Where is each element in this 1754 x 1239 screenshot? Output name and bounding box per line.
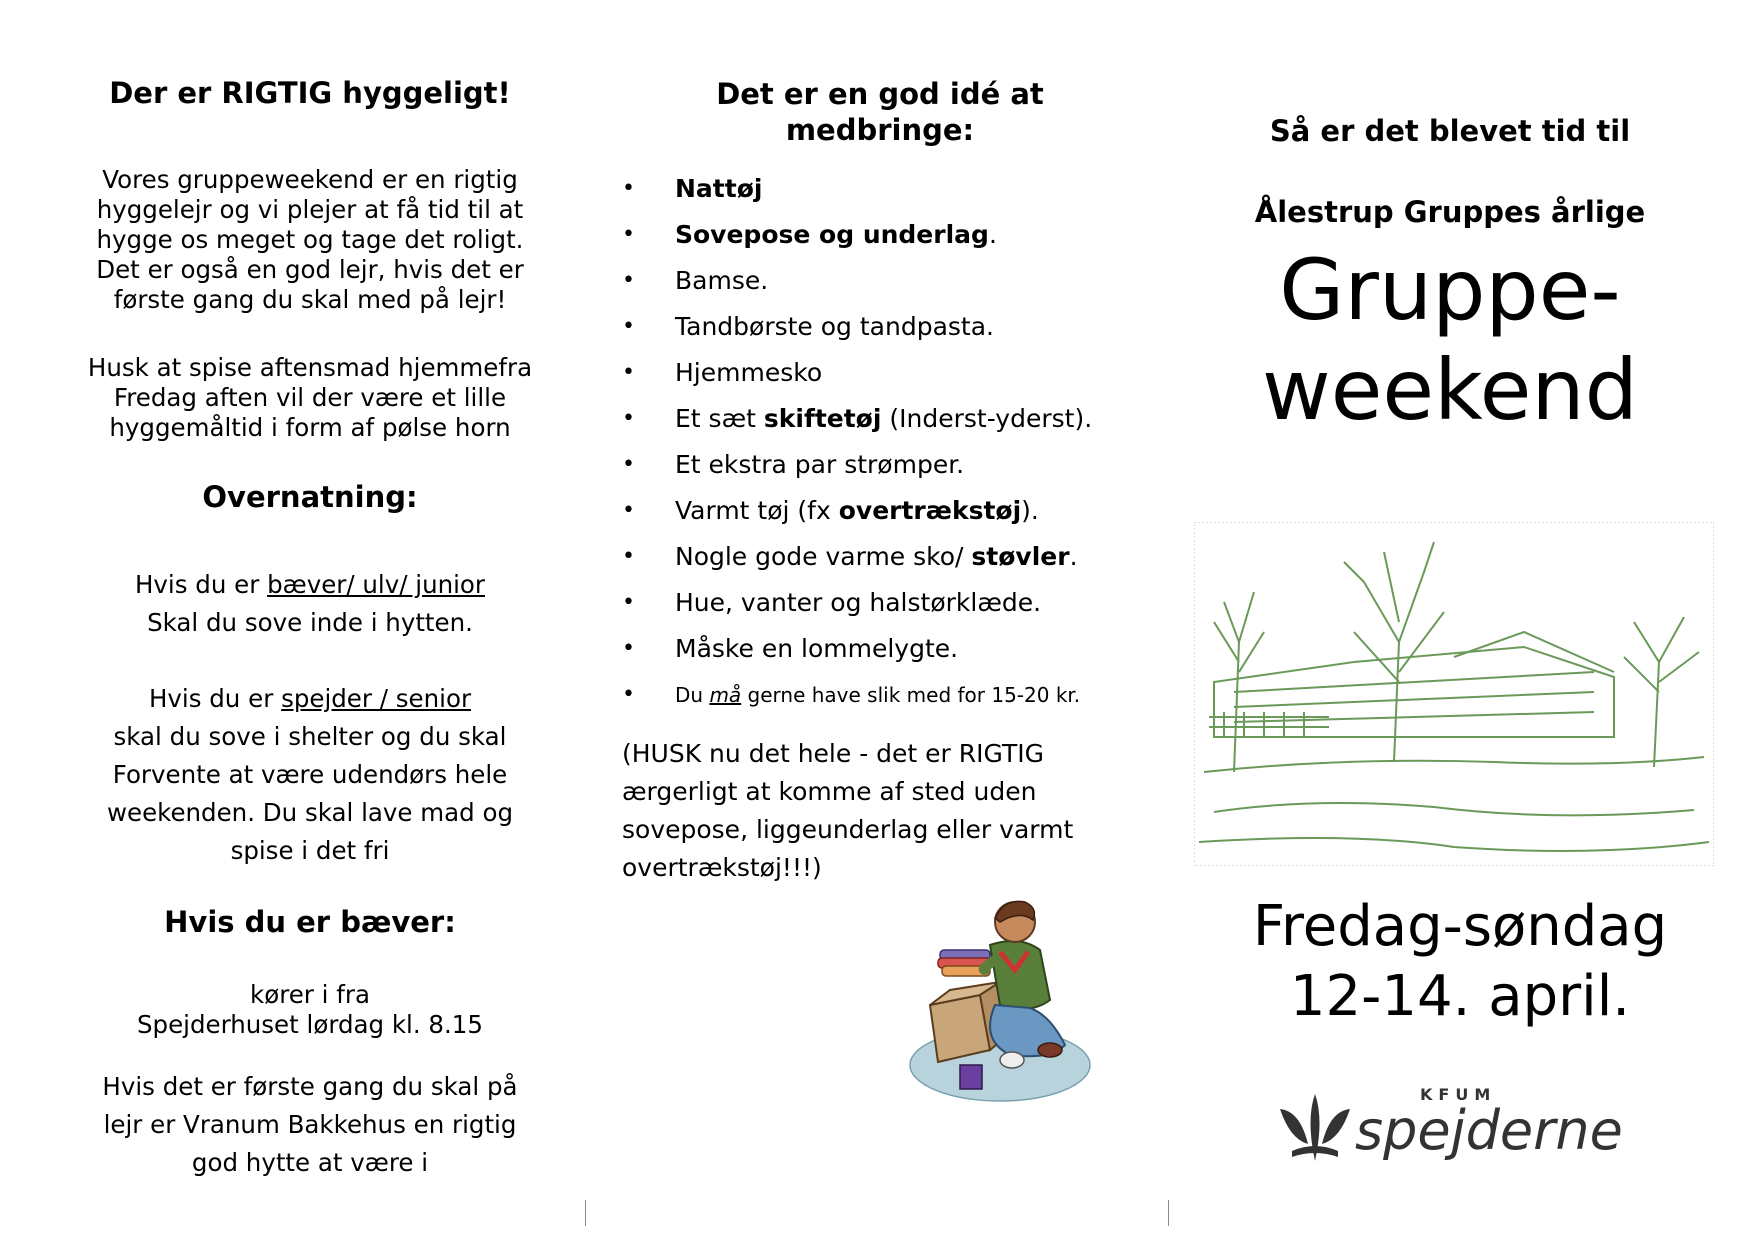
fold-mark-right (1168, 1200, 1169, 1226)
item-text: Du (675, 683, 710, 707)
date-line: Fredag-søndag (1252, 894, 1668, 959)
bever-line: Skal du sove inde i hytten. (147, 608, 473, 637)
item-text: Et sæt (675, 404, 764, 433)
cabin-sketch-image (1194, 522, 1714, 866)
first-time-line: lejr er Vranum Bakkehus en rigtig (103, 1110, 517, 1139)
spejder-line: weekenden. Du skal lave mad og (106, 798, 514, 827)
list-item (610, 304, 1150, 350)
dinner-paragraph (60, 353, 560, 443)
bever-groups: bæver/ ulv/ junior (267, 570, 485, 599)
heading-hyggeligt: Der er RIGTIG hyggeligt! (109, 76, 511, 110)
dinner-line: hyggemåltid i form af pølse horn (109, 413, 511, 442)
list-item (610, 258, 1150, 304)
spejder-paragraph (60, 680, 560, 870)
baever-line: Spejderhuset lørdag kl. 8.15 (136, 1010, 483, 1039)
item-text: Nogle gode varme sko/ (675, 542, 972, 571)
spejder-prefix: Hvis du er (148, 684, 282, 713)
spejder-line: skal du sove i shelter og du skal (113, 722, 507, 751)
husk-line: sovepose, liggeunderlag eller varmt (622, 815, 1074, 844)
item-text: overtrækstøj (838, 496, 1022, 525)
spejder-groups: spejder / senior (281, 684, 472, 713)
husk-paragraph (622, 735, 1142, 887)
dinner-line: Husk at spise aftensmad hjemmefra (87, 353, 533, 382)
bever-line (60, 566, 560, 604)
husk-line: overtrækstøj!!!) (622, 853, 822, 882)
intro-line: hyggelejr og vi plejer at få tid til at (96, 195, 524, 224)
bever-paragraph (60, 566, 560, 642)
date-line: 12-14. april. (1289, 964, 1631, 1029)
intro-line: første gang du skal med på lejr! (113, 285, 507, 314)
list-item (610, 350, 1150, 396)
logo-spejderne-text: spejderne (1355, 1099, 1623, 1162)
item-text: . (988, 220, 997, 249)
list-item (610, 534, 1150, 580)
group-heading: Ålestrup Gruppes årlige (1254, 195, 1646, 229)
item-text: må (709, 683, 742, 707)
item-text: Et ekstra par strømper. (675, 450, 965, 479)
item-text: støvler (971, 542, 1070, 571)
list-item (610, 442, 1150, 488)
logo-kfum-text: KFUM (1420, 1085, 1497, 1104)
item-text: Tandbørste og tandpasta. (675, 312, 994, 341)
item-text: gerne have slik med for 15-20 kr. (741, 683, 1081, 707)
item-text: Bamse. (675, 266, 769, 295)
kfum-spejderne-logo (1270, 1085, 1650, 1175)
fold-mark-left (585, 1200, 586, 1226)
item-text: skiftetøj (763, 404, 882, 433)
item-text: Hjemmesko (675, 358, 823, 387)
event-date (1190, 892, 1730, 1032)
spejder-line: spise i det fri (230, 836, 390, 865)
intro-line: Vores gruppeweekend er en rigtig (102, 165, 518, 194)
event-title (1190, 240, 1710, 440)
heading-line: Det er en god idé at (716, 77, 1044, 111)
first-time-line: god hytte at være i (191, 1148, 429, 1177)
list-item (610, 396, 1150, 442)
item-text: . (1069, 542, 1078, 571)
item-text: (Inderst-yderst). (881, 404, 1093, 433)
heading-overnatning: Overnatning: (202, 480, 418, 514)
baever-line: kører i fra (250, 980, 370, 1009)
scout-packing-illustration (900, 890, 1100, 1110)
bever-prefix: Hvis du er (135, 570, 268, 599)
intro-line: Det er også en god lejr, hvis det er (96, 255, 524, 284)
intro-line: hygge os meget og tage det roligt. (96, 225, 524, 254)
list-item (610, 580, 1150, 626)
list-item (610, 212, 1150, 258)
event-title-line: weekend (1262, 341, 1638, 439)
first-time-line: Hvis det er første gang du skal på (102, 1072, 518, 1101)
dinner-line: Fredag aften vil der være et lille (113, 383, 507, 412)
item-text: Måske en lommelygte. (675, 634, 959, 663)
event-title-line: Gruppe- (1279, 241, 1621, 339)
husk-line: ærgerligt at komme af sted uden (622, 777, 1037, 806)
item-text: Sovepose og underlag (675, 220, 989, 249)
list-item (610, 672, 1150, 718)
first-time-paragraph (60, 1068, 560, 1182)
intro-heading: Så er det blevet tid til (1269, 114, 1631, 148)
item-text: ). (1021, 496, 1039, 525)
heading-medbringe (610, 76, 1150, 148)
intro-paragraph (60, 165, 560, 315)
lily-emblem-icon (1270, 1089, 1360, 1169)
spejder-line (60, 680, 560, 718)
item-text: Nattøj (675, 174, 763, 203)
spejder-line: Forvente at være udendørs hele (112, 760, 508, 789)
baever-paragraph (60, 980, 560, 1040)
heading-line: medbringe: (785, 113, 975, 147)
list-item (610, 626, 1150, 672)
list-item (610, 166, 1150, 212)
heading-baever: Hvis du er bæver: (164, 905, 456, 939)
item-text: Varmt tøj (fx (675, 496, 839, 525)
packing-list (610, 166, 1150, 718)
item-text: Hue, vanter og halstørklæde. (675, 588, 1042, 617)
husk-line: (HUSK nu det hele - det er RIGTIG (622, 739, 1045, 768)
list-item (610, 488, 1150, 534)
